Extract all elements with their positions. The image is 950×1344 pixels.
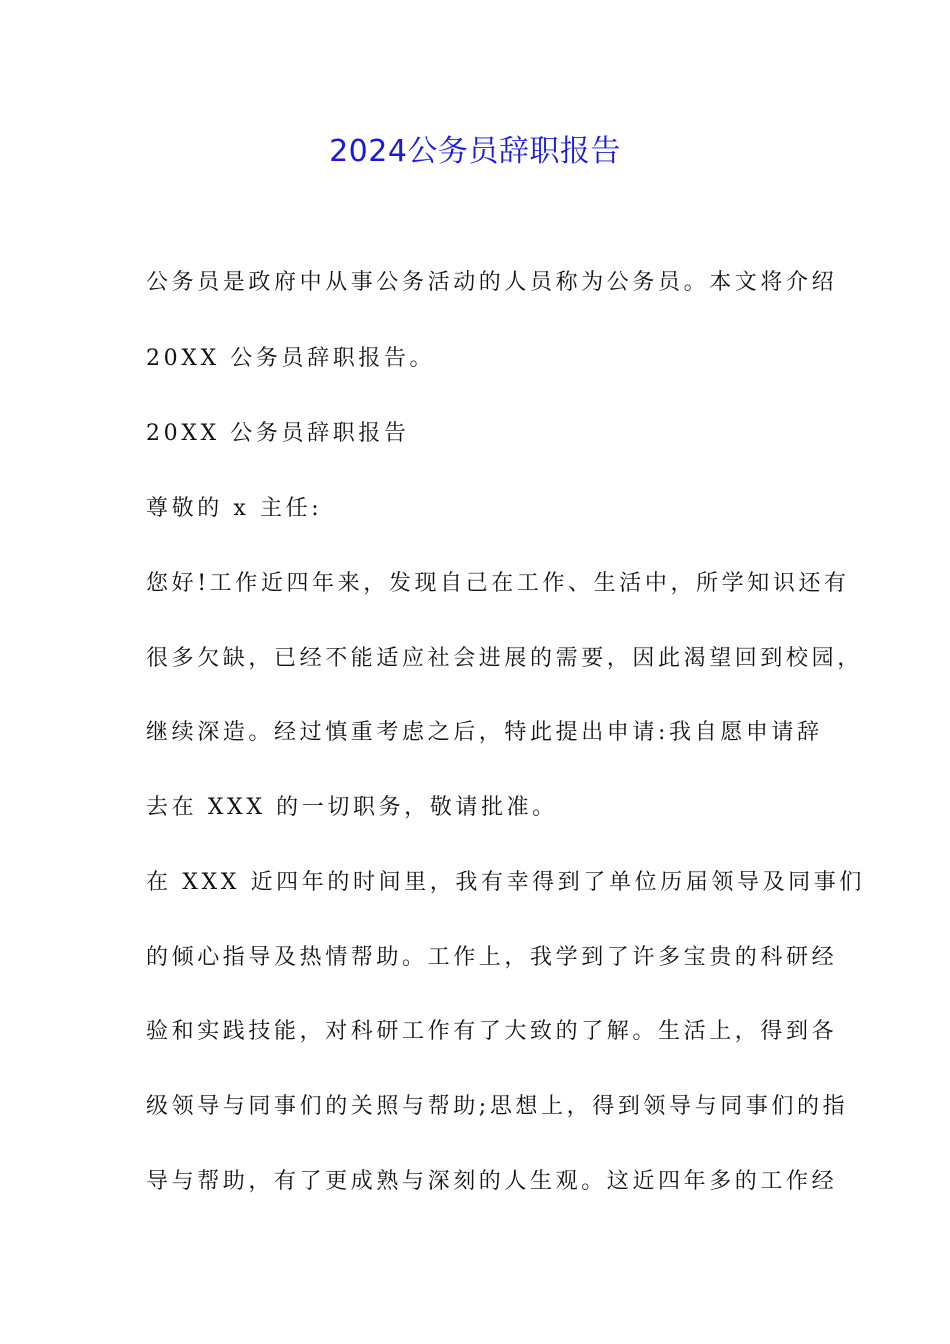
- paragraph-line: 您好!工作近四年来，发现自己在工作、生活中，所学知识还有: [146, 571, 850, 596]
- paragraph-line: 很多欠缺，已经不能适应社会进展的需要，因此渴望回到校园，: [146, 646, 863, 671]
- paragraph-line: 公务员是政府中从事公务活动的人员称为公务员。本文将介绍: [146, 270, 838, 295]
- paragraph-line: 的倾心指导及热情帮助。工作上，我学到了许多宝贵的科研经: [146, 945, 838, 970]
- document-title: 2024公务员辞职报告: [329, 134, 621, 169]
- paragraph-line: 验和实践技能，对科研工作有了大致的了解。生活上，得到各: [146, 1019, 838, 1044]
- paragraph-line: 20XX 公务员辞职报告。: [146, 346, 436, 371]
- paragraph-line: 20XX 公务员辞职报告: [146, 421, 410, 446]
- paragraph-line: 在 XXX 近四年的时间里，我有幸得到了单位历届领导及同事们: [146, 870, 865, 895]
- paragraph-line: 去在 XXX 的一切职务，敬请批准。: [146, 795, 558, 820]
- paragraph-line: 尊敬的 x 主任:: [146, 496, 323, 521]
- paragraph-line: 导与帮助，有了更成熟与深刻的人生观。这近四年多的工作经: [146, 1169, 838, 1194]
- paragraph-line: 级领导与同事们的关照与帮助;思想上，得到领导与同事们的指: [146, 1094, 849, 1119]
- paragraph-line: 继续深造。经过慎重考虑之后，特此提出申请:我自愿申请辞: [146, 720, 823, 745]
